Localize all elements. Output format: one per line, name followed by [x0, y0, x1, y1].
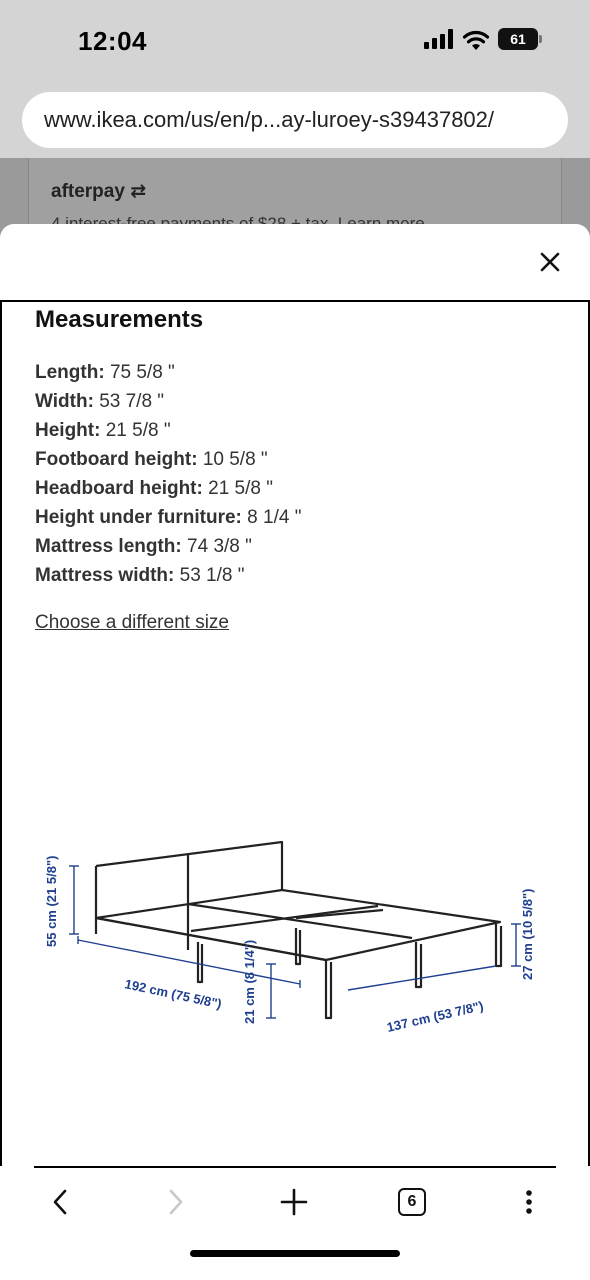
battery-icon: 61 [498, 28, 538, 50]
tabs-button[interactable] [390, 1182, 434, 1222]
close-icon[interactable] [538, 250, 562, 274]
spec-row: Footboard height: 10 5/8 " [35, 449, 268, 470]
back-button[interactable] [38, 1182, 82, 1222]
plus-icon [280, 1188, 308, 1216]
measurements-panel [0, 300, 590, 1168]
spec-row: Headboard height: 21 5/8 " [35, 478, 273, 499]
choose-size-link[interactable]: Choose a different size [35, 612, 229, 633]
tab-count-badge: 6 [398, 1188, 426, 1216]
browser-toolbar [0, 1166, 590, 1280]
footboard-dimension: 27 cm (10 5/8") [520, 888, 535, 980]
more-vertical-icon [525, 1189, 533, 1215]
length-dimension: 192 cm (75 5/8") [123, 976, 224, 1012]
headboard-dimension: 55 cm (21 5/8") [44, 855, 59, 947]
spec-row: Mattress length: 74 3/8 " [35, 536, 252, 557]
clock: 12:04 [78, 26, 147, 56]
spec-row: Mattress width: 53 1/8 " [35, 565, 245, 586]
chevron-right-icon [166, 1188, 186, 1216]
dimension-labels [44, 856, 535, 1035]
more-menu-button[interactable] [507, 1182, 551, 1222]
home-indicator [190, 1250, 400, 1257]
spec-list [35, 358, 301, 590]
spec-row: Length: 75 5/8 " [35, 362, 175, 383]
wifi-icon [462, 29, 490, 50]
spec-row: Width: 53 7/8 " [35, 391, 165, 412]
spec-row: Height: 21 5/8 " [35, 420, 171, 441]
afterpay-arrows-icon: ⇄ [124, 181, 147, 202]
spec-row: Height under furniture: 8 1/4 " [35, 507, 302, 528]
new-tab-button[interactable] [272, 1182, 316, 1222]
bed-dimension-diagram [38, 832, 558, 1042]
width-dimension: 137 cm (53 7/8") [385, 998, 485, 1035]
under-height-dimension: 21 cm (8 1/4") [242, 939, 257, 1024]
status-bar [0, 0, 590, 84]
measurements-sheet [0, 224, 590, 1280]
chevron-left-icon [50, 1188, 70, 1216]
divider [34, 1166, 556, 1168]
url-bar[interactable]: www.ikea.com/us/en/p...ay-luroey-s39437802/ [22, 92, 568, 148]
forward-button[interactable] [154, 1182, 198, 1222]
measurements-heading: Measurements [35, 306, 204, 333]
cellular-signal-icon [424, 29, 454, 49]
afterpay-logo: afterpay ⇄ [51, 181, 147, 202]
